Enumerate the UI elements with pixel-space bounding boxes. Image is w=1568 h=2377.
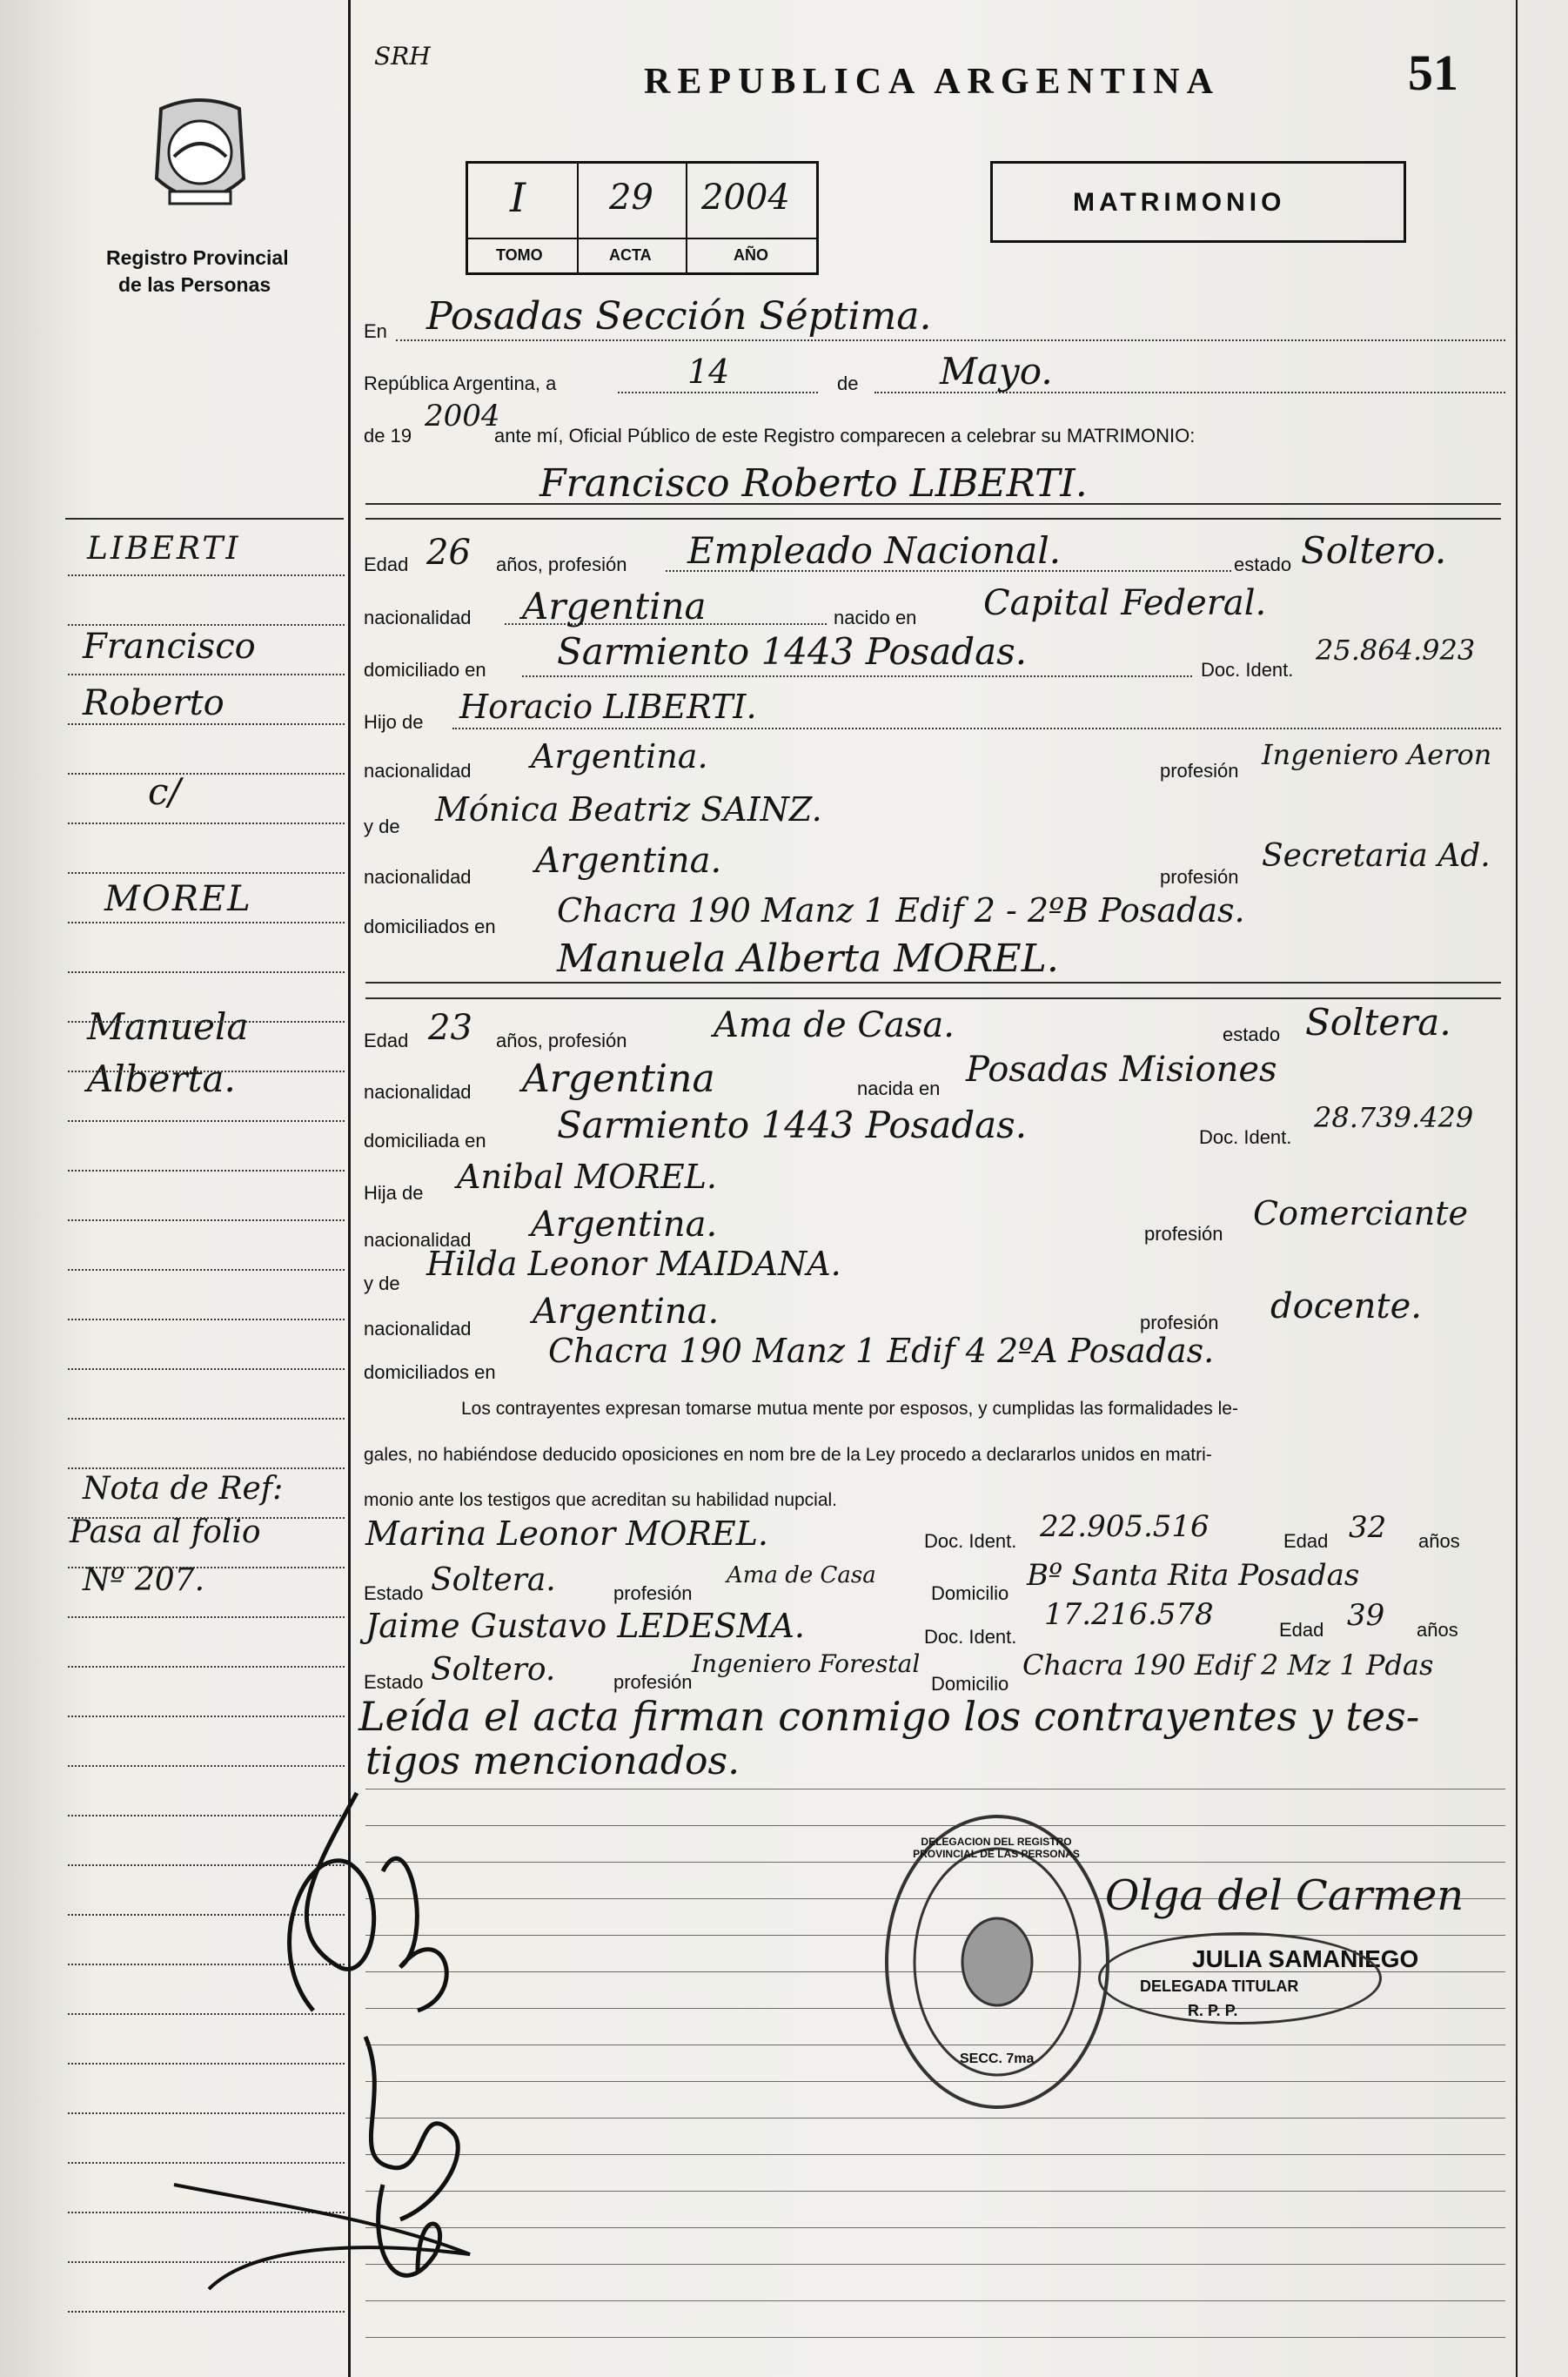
bride-father: Anibal MOREL. [457,1158,718,1196]
groom-father-nationality: Argentina. [531,737,708,776]
witness2-address: Chacra 190 Edif 2 Mz 1 Pdas [1022,1648,1434,1682]
country-title: REPUBLICA ARGENTINA [644,62,1220,102]
certificate-page: SRH Registro Provincial de las Personas LIBERTI Francisco Roberto c/ MOREL Manuela Alberta. Nota de Ref: Pasa al folio Nº 207. REPUBLICA ARGENTINA 51 I 29 2004 TOMO ACTA AÑO MATRIMONIO En Posadas Sección Séptima. República Argentina, a 14 de Mayo. de 19 2004 ante mí, Oficial Público de este Registro comparecen a celebrar su MATRIMONIO: Francisco Roberto LIBERTI. Edad 26 años, profesión Empleado Nacional. estado Soltero. nacionalidad Argentina nacido en Capital Federal. domiciliado en Sarmiento 1443 Posadas. Doc. Ident. 25.864.923 Hijo de Horacio LIBERTI. nacionalidad Argentina. profesión Ingeniero Aeron y de Mónica Beatriz SAINZ. nacionalidad Argentina. profesión Secretaria Ad. domiciliados en Chacra 190 Manz 1 Edif 2 - 2ºB Posadas. Manuela Alberta MOREL. Edad 23 años, profesión Ama de Casa. estado Soltera. nacionalidad Argentina nacida en Posadas Misiones domiciliada en Sarmiento 1443 Posadas. Doc. Ident. 28.739.429 Hija de Anibal MOREL. nacionalidad Argentina. profesión Comerciante y de Hilda Leonor MAIDANA. nacionalidad Argentina. profesión docente. domiciliados en Chacra 190 Manz 1 Edif 4 2ºA Posadas. Los contrayentes expresan tomarse mutua mente por esposos, y cumplidas las formalidades le- gales, no habiéndose deducido oposiciones en nom bre de la Ley procedo a declararlos unidos en matri- monio ante los testigos que acreditan su habilidad nupcial. Marina Leonor MOREL. Doc. Ident. 22.905.516 Edad 32 años Estado Soltera. profesión Ama de Casa Domicilio Bº Santa Rita Posadas Jaime Gustavo LEDESMA. Doc. Ident. 17.216.578 Edad 39 años Estado Soltero. profesión Ingeniero Forestal Domicilio Chacra 190 Edif 2 Mz 1 Pdas Leída el acta firman conmigo los contrayentes y tes- tigos mencionados. DELEGACION DEL REGISTRO PROVINCIAL DE LAS PERSONAS SECC. 7ma Olga del Carmen JULIA SAMANIEGO DELEGADA TITULAR R. P. P. [0,0,1568,2377]
officer-signature: Olga del Carmen [1105,1871,1464,1920]
margin-ruled-line [68,1120,345,1122]
misiones-emblem-icon [144,96,257,222]
margin-ruled-line [68,723,345,725]
groom-mother: Mónica Beatriz SAINZ. [435,790,822,829]
margin-note-3: Nº 207. [83,1562,205,1598]
seal-text: DELEGACION DEL REGISTRO PROVINCIAL DE LAS PERSONAS [913,1836,1080,1860]
witness2-name: Jaime Gustavo LEDESMA. [365,1607,805,1645]
ano-label: AÑO [734,246,768,264]
ano-value: 2004 [701,178,790,218]
witness2-age: 39 [1347,1598,1385,1633]
witness1-status: Soltera. [431,1562,556,1598]
official-seal [885,1815,1109,2109]
witness2-profession: Ingeniero Forestal [692,1649,921,1678]
body-ruled-line [365,2337,1505,2338]
de19-label: de 19 [364,425,412,447]
bride-profession: Ama de Casa. [714,1005,955,1045]
folio-number: 51 [1408,44,1458,101]
margin-ruled-line [68,1517,345,1519]
officer-name: JULIA SAMANIEGO [1192,1945,1419,1972]
bride-status: Soltera. [1305,1001,1451,1044]
margin-connector: c/ [148,770,181,813]
de-label: de [837,373,859,394]
margin-ruled-line [68,1269,345,1271]
groom-status: Soltero. [1301,529,1447,572]
en-label: En [364,320,387,342]
officer-office: R. P. P. [1188,2002,1238,2019]
margin-ruled-line [68,1170,345,1172]
margin-surname-groom: LIBERTI [87,531,241,567]
acta-value: 29 [609,178,653,218]
groom-parents-address: Chacra 190 Manz 1 Edif 2 - 2ºB Posadas. [557,891,1245,930]
bride-fullname: Manuela Alberta MOREL. [557,937,1059,981]
type-box [990,161,1406,243]
declaration-line-2: gales, no habiéndose deducido oposiciones en nom bre de la Ley procedo a declararlos unidos en matri- [364,1445,1212,1465]
margin-ruled-line [68,872,345,874]
margin-ruled-line [68,1319,345,1320]
witness1-name: Marina Leonor MOREL. [365,1514,769,1553]
bride-father-profession: Comerciante [1253,1194,1468,1232]
type-label: MATRIMONIO [1073,188,1286,217]
margin-ruled-line [68,1716,345,1717]
groom-father: Horacio LIBERTI. [459,688,757,726]
witness2-status: Soltero. [431,1652,556,1688]
margin-ruled-line [68,674,345,675]
bride-mother-profession: docente. [1270,1286,1422,1326]
margin-ruled-line [68,773,345,775]
acta-label: ACTA [609,246,652,264]
margin-name-2: Roberto [83,683,224,723]
year-value: 2004 [425,399,500,433]
margin-ruled-line [68,624,345,626]
margin-name-3: Manuela [87,1005,249,1048]
margin-note-1: Nota de Ref: [83,1471,284,1507]
closing-line-1: Leída el acta firman conmigo los contrayentes y tes- [358,1693,1420,1740]
groom-nationality: Argentina [522,585,707,628]
margin-name-4: Alberta. [87,1058,236,1100]
month-value: Mayo. [940,350,1053,393]
witness1-profession: Ama de Casa [727,1562,876,1588]
bride-parents-address: Chacra 190 Manz 1 Edif 4 2ºA Posadas. [548,1332,1215,1370]
closing-line-2: tigos mencionados. [365,1739,740,1783]
bride-mother-nationality: Argentina. [533,1292,720,1332]
margin-ruled-line [68,1418,345,1420]
margin-name-1: Francisco [83,627,256,667]
bride-doc: 28.739.429 [1314,1101,1474,1134]
witness1-age: 32 [1349,1510,1387,1545]
groom-age: 26 [426,533,471,573]
margin-ruled-line [68,1467,345,1469]
tomo-value: I [510,174,526,221]
margin-ruled-line [68,1368,345,1370]
declaration-line-1: Los contrayentes expresan tomarse mutua mente por esposos, y cumplidas las formalidades le- [461,1399,1238,1419]
margin-ruled-line [68,922,345,923]
office-line-2: de las Personas [118,273,271,296]
groom-fullname: Francisco Roberto LIBERTI. [539,461,1088,506]
margin-ruled-line [68,574,345,576]
signatures-drawing [157,1767,592,2333]
bride-nationality: Argentina [522,1057,715,1101]
margin-ruled-line [68,1219,345,1221]
margin-ruled-line [68,1666,345,1668]
margin-rule [65,518,344,520]
bride-age: 23 [428,1008,472,1048]
margin-ruled-line [68,1616,345,1618]
place-value: Posadas Sección Séptima. [426,294,932,339]
groom-birthplace: Capital Federal. [983,583,1267,623]
groom-father-profession: Ingeniero Aeron [1262,738,1492,771]
witness2-doc: 17.216.578 [1044,1597,1214,1632]
groom-mother-profession: Secretaria Ad. [1262,838,1491,874]
witness1-address: Bº Santa Rita Posadas [1027,1558,1360,1593]
tomo-acta-ano-box [466,161,819,275]
right-border [1516,0,1518,2377]
margin-ruled-line [68,1567,345,1568]
officer-role: DELEGADA TITULAR [1140,1977,1299,1995]
margin-ruled-line [68,971,345,973]
margin-note-2: Pasa al folio [70,1514,261,1550]
margin-ruled-line [68,823,345,824]
office-line-1: Registro Provincial [106,246,289,269]
groom-mother-nationality: Argentina. [535,841,722,881]
groom-profession: Empleado Nacional. [687,529,1062,572]
groom-address: Sarmiento 1443 Posadas. [557,630,1028,673]
statement: ante mí, Oficial Público de este Registro comparecen a celebrar su MATRIMONIO: [494,425,1196,447]
margin-ruled-line [68,1071,345,1072]
tomo-label: TOMO [496,246,543,264]
bride-father-nationality: Argentina. [531,1205,718,1245]
bride-address: Sarmiento 1443 Posadas. [557,1104,1028,1146]
bride-mother: Hilda Leonor MAIDANA. [426,1245,841,1283]
day-value: 14 [687,353,730,391]
seal-inner: SECC. 7ma [960,2051,1035,2066]
witness1-doc: 22.905.516 [1040,1509,1210,1544]
republica-label: República Argentina, a [364,373,557,394]
bride-birthplace: Posadas Misiones [966,1050,1277,1090]
declaration-line-3: monio ante los testigos que acreditan su habilidad nupcial. [364,1490,838,1510]
srh-marker: SRH [374,42,431,71]
groom-doc: 25.864.923 [1316,634,1476,667]
margin-ruled-line [68,1021,345,1023]
margin-surname-bride: MOREL [104,879,252,919]
